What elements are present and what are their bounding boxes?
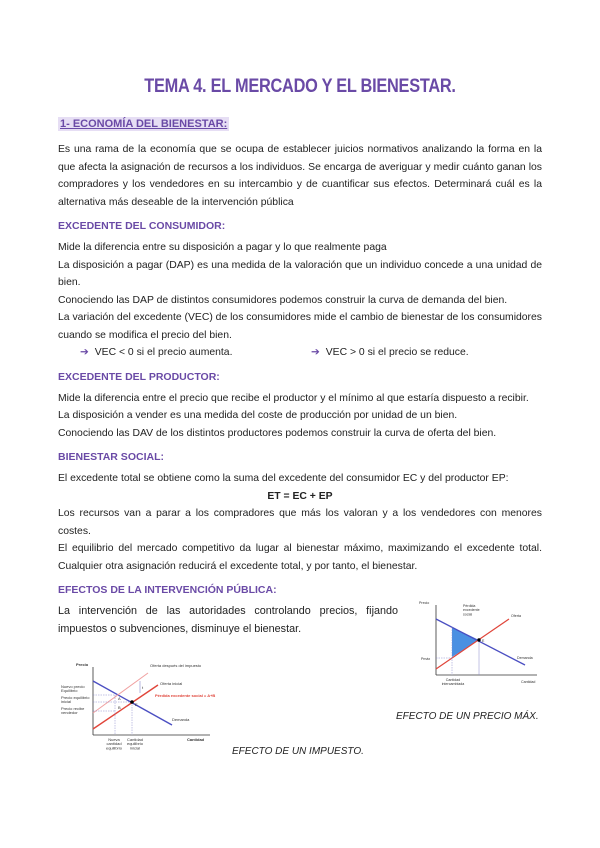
tax-label: t [142, 685, 144, 690]
section-heading-economia-bienestar: 1- ECONOMÍA DEL BIENESTAR: [60, 118, 228, 130]
supply-curve [436, 619, 509, 669]
equilibrium-point [130, 700, 134, 704]
equilibrium-point [477, 638, 480, 641]
producer-line: Conociendo las DAV de los distintos productores podemos construir la curva de oferta del bien. [58, 427, 497, 439]
intervention-section [58, 603, 542, 783]
new-price-label: Nuevo precio Equilibrio [61, 684, 85, 694]
supply-label: Oferta inicial [160, 681, 183, 686]
social-line: Los recursos van a parar a los compradores que más los valoran y a los vendedores con menores costes. [58, 508, 542, 537]
new-quantity-label: Nueva cantidad equilibrio [105, 737, 123, 751]
quantity-label: Cantidad intercambiada [441, 678, 465, 687]
loss-label: Pérdida excedente social = A+B [155, 693, 216, 698]
max-price-diagram [415, 597, 545, 692]
initial-price-label: Precio equilibrio inicial [61, 695, 90, 705]
area-a-label: A [118, 696, 121, 701]
social-line: El excedente total se obtiene como la suma del excedente del consumidor EC y del productor EP: [58, 473, 509, 484]
consumer-line: La variación del excedente (VEC) de los consumidores mide el cambio de bienestar de los consumidores cuando se modifica el precio del bien. [58, 312, 542, 341]
loss-label: Pérdida excedente social [463, 604, 480, 617]
bullet-vec-negative: ➔ VEC < 0 si el precio aumenta. [80, 347, 233, 358]
area-b-label: B [118, 705, 121, 710]
heading-bienestar-social: BIENESTAR SOCIAL: [58, 451, 164, 463]
vec-bullets [58, 344, 542, 362]
section1-paragraph: Es una rama de la economía que se ocupa de establecer juicios normativos analizando la forma en la que afecta la asignación de recursos a los individuos. Se encarga de averiguar y medir cuánto ganan los compradores y los vendedores en su intercambio y de cuantificar sus efectos. Determinará cuál es la alternativa más deseable de la intervención pública [58, 144, 542, 208]
tax-diagram-caption: EFECTO DE UN IMPUESTO. [232, 746, 364, 757]
producer-paragraphs [58, 390, 542, 443]
max-price-caption: EFECTO DE UN PRECIO MÁX. [396, 711, 539, 722]
intervention-paragraph: La intervención de las autoridades controlando precios, fijando impuestos o subvenciones, disminuye el bienestar. [58, 605, 398, 635]
pmax-label: Pmáx [421, 657, 431, 661]
demand-label: Demanda [517, 656, 533, 660]
producer-line: La disposición a vender es una medida del coste de producción por unidad de un bien. [58, 410, 458, 421]
e-label: E [135, 702, 138, 707]
page-title: TEMA 4. EL MERCADO Y EL BIENESTAR. [144, 76, 456, 97]
producer-line: Mide la diferencia entre el precio que recibe el productor y el mínimo al que estaría dispuesto a recibir. [58, 392, 529, 404]
bullet-vec-positive: ➔ VEC > 0 si el precio se reduce. [311, 347, 469, 358]
consumer-paragraphs [58, 239, 542, 344]
y-axis-label: Precio [76, 662, 89, 667]
consumer-line: Mide la diferencia entre su disposición a pagar y lo que realmente paga [58, 242, 387, 253]
x-axis-label: Cantidad [521, 680, 536, 684]
arrow-icon: ➔ [80, 347, 89, 358]
seller-price-label: Precio recibe vendedor [61, 706, 85, 716]
supply-after-label: Oferta después del impuesto [150, 663, 202, 668]
tax-effect-diagram [60, 659, 220, 759]
social-paragraphs [58, 470, 542, 575]
arrow-icon: ➔ [311, 347, 320, 358]
y-axis-label: Precio [419, 601, 430, 605]
heading-excedente-consumidor: EXCEDENTE DEL CONSUMIDOR: [58, 220, 226, 232]
social-line: El equilibrio del mercado competitivo da lugar al bienestar máximo, maximizando el excedente total. Cualquier otra asignación reducirá el excedente total, y por tanto, el bienestar. [58, 543, 542, 572]
demand-label: Demanda [172, 717, 190, 722]
document-body [58, 114, 542, 783]
consumer-line: Conociendo las DAP de distintos consumidores podemos construir la curva de demanda del bien. [58, 294, 508, 306]
x-axis-label: Cantidad [187, 737, 205, 742]
heading-intervencion-publica: EFECTOS DE LA INTERVENCIÓN PÚBLICA: [58, 584, 277, 596]
formula: ET = EC + EP [267, 490, 333, 502]
e-label: E [482, 639, 485, 643]
initial-quantity-label: Cantidad equilibrio inicial [126, 737, 144, 751]
supply-label: Oferta [511, 614, 521, 618]
heading-excedente-productor: EXCEDENTE DEL PRODUCTOR: [58, 370, 220, 383]
consumer-line: La disposición a pagar (DAP) es una medida de la valoración que un individuo concede a una unidad de bien. [58, 259, 542, 288]
supply-curve [93, 685, 158, 729]
